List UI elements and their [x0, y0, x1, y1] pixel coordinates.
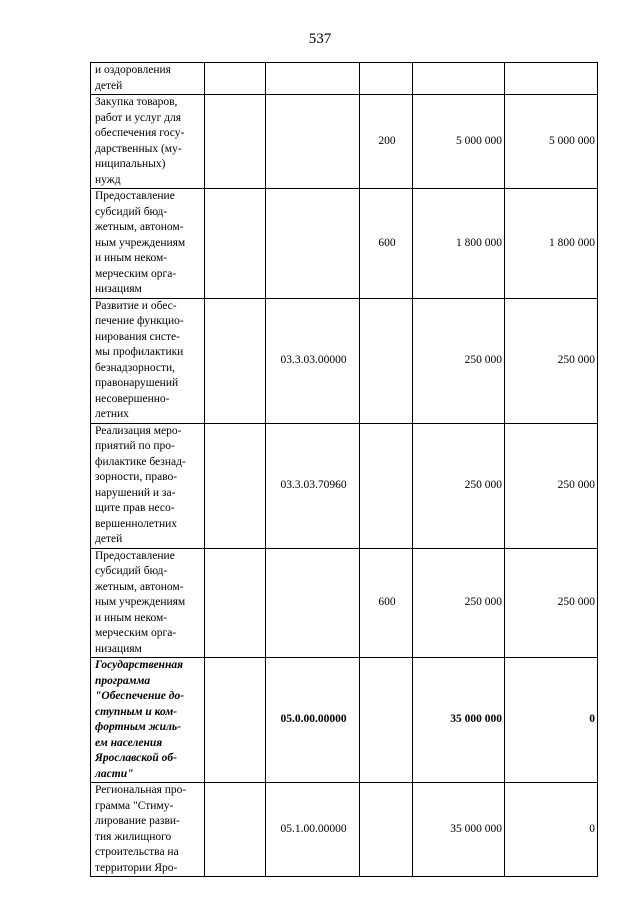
row-empty-cell	[205, 298, 266, 423]
row-empty-cell	[205, 783, 266, 877]
row-amount-1-cell: 5 000 000	[413, 95, 505, 189]
row-empty-cell	[205, 548, 266, 658]
row-name-cell: Развитие и обес- печение функцио- нирования систе- мы профилактики безнадзорности, правонарушений несовершенно- летних	[91, 298, 205, 423]
table-row	[91, 63, 598, 95]
table-row	[91, 95, 598, 189]
row-name-cell: Предоставление субсидий бюд- жетным, автоном- ным учреждениям и иным неком- мерческим орга- низациям	[91, 189, 205, 299]
row-name-cell: и оздоровления детей	[91, 63, 205, 95]
row-code-cell	[266, 95, 360, 189]
page-number: 537	[308, 31, 332, 47]
row-amount-1-cell: 35 000 000	[413, 658, 505, 783]
row-amount-1-cell: 250 000	[413, 423, 505, 548]
row-expense-type-cell	[360, 63, 413, 95]
row-name-cell: Реализация меро- приятий по про- филактике безнад- зорности, право- нарушений и за- щите прав несо- вершеннолетних детей	[91, 423, 205, 548]
row-code-cell	[266, 63, 360, 95]
row-amount-1-cell: 250 000	[413, 298, 505, 423]
row-code-cell	[266, 548, 360, 658]
row-amount-1-cell: 1 800 000	[413, 189, 505, 299]
table-row	[91, 783, 598, 877]
row-code-cell: 03.3.03.70960	[266, 423, 360, 548]
row-code-cell: 05.0.00.00000	[266, 658, 360, 783]
row-amount-1-cell: 250 000	[413, 548, 505, 658]
row-amount-2-cell: 5 000 000	[505, 95, 598, 189]
row-amount-2-cell: 250 000	[505, 298, 598, 423]
row-amount-1-cell	[413, 63, 505, 95]
row-amount-2-cell: 1 800 000	[505, 189, 598, 299]
row-amount-2-cell	[505, 63, 598, 95]
row-expense-type-cell	[360, 783, 413, 877]
row-code-cell: 03.3.03.00000	[266, 298, 360, 423]
row-empty-cell	[205, 95, 266, 189]
row-expense-type-cell	[360, 423, 413, 548]
row-amount-2-cell: 250 000	[505, 423, 598, 548]
row-code-cell	[266, 189, 360, 299]
row-name-cell: Государственная программа "Обеспечение до- ступным и ком- фортным жиль- ем населения Ярославской об- ласти"	[91, 658, 205, 783]
table-row	[91, 423, 598, 548]
row-name-cell: Предоставление субсидий бюд- жетным, автоном- ным учреждениям и иным неком- мерческим орга- низациям	[91, 548, 205, 658]
budget-table	[90, 62, 598, 877]
row-amount-2-cell: 0	[505, 783, 598, 877]
row-amount-2-cell: 250 000	[505, 548, 598, 658]
row-name-cell: Региональная про- грамма "Стиму- лирование разви- тия жилищного строительства на территории Яро-	[91, 783, 205, 877]
table-row	[91, 189, 598, 299]
table-row	[91, 658, 598, 783]
row-amount-2-cell: 0	[505, 658, 598, 783]
row-expense-type-cell: 200	[360, 95, 413, 189]
row-expense-type-cell: 600	[360, 189, 413, 299]
row-expense-type-cell: 600	[360, 548, 413, 658]
row-name-cell: Закупка товаров, работ и услуг для обеспечения госу- дарственных (му- ниципальных) нужд	[91, 95, 205, 189]
row-amount-1-cell: 35 000 000	[413, 783, 505, 877]
row-empty-cell	[205, 189, 266, 299]
row-expense-type-cell	[360, 298, 413, 423]
row-empty-cell	[205, 658, 266, 783]
row-empty-cell	[205, 423, 266, 548]
budget-table-body	[91, 63, 598, 877]
row-expense-type-cell	[360, 658, 413, 783]
row-empty-cell	[205, 63, 266, 95]
table-row	[91, 548, 598, 658]
row-code-cell: 05.1.00.00000	[266, 783, 360, 877]
table-row	[91, 298, 598, 423]
